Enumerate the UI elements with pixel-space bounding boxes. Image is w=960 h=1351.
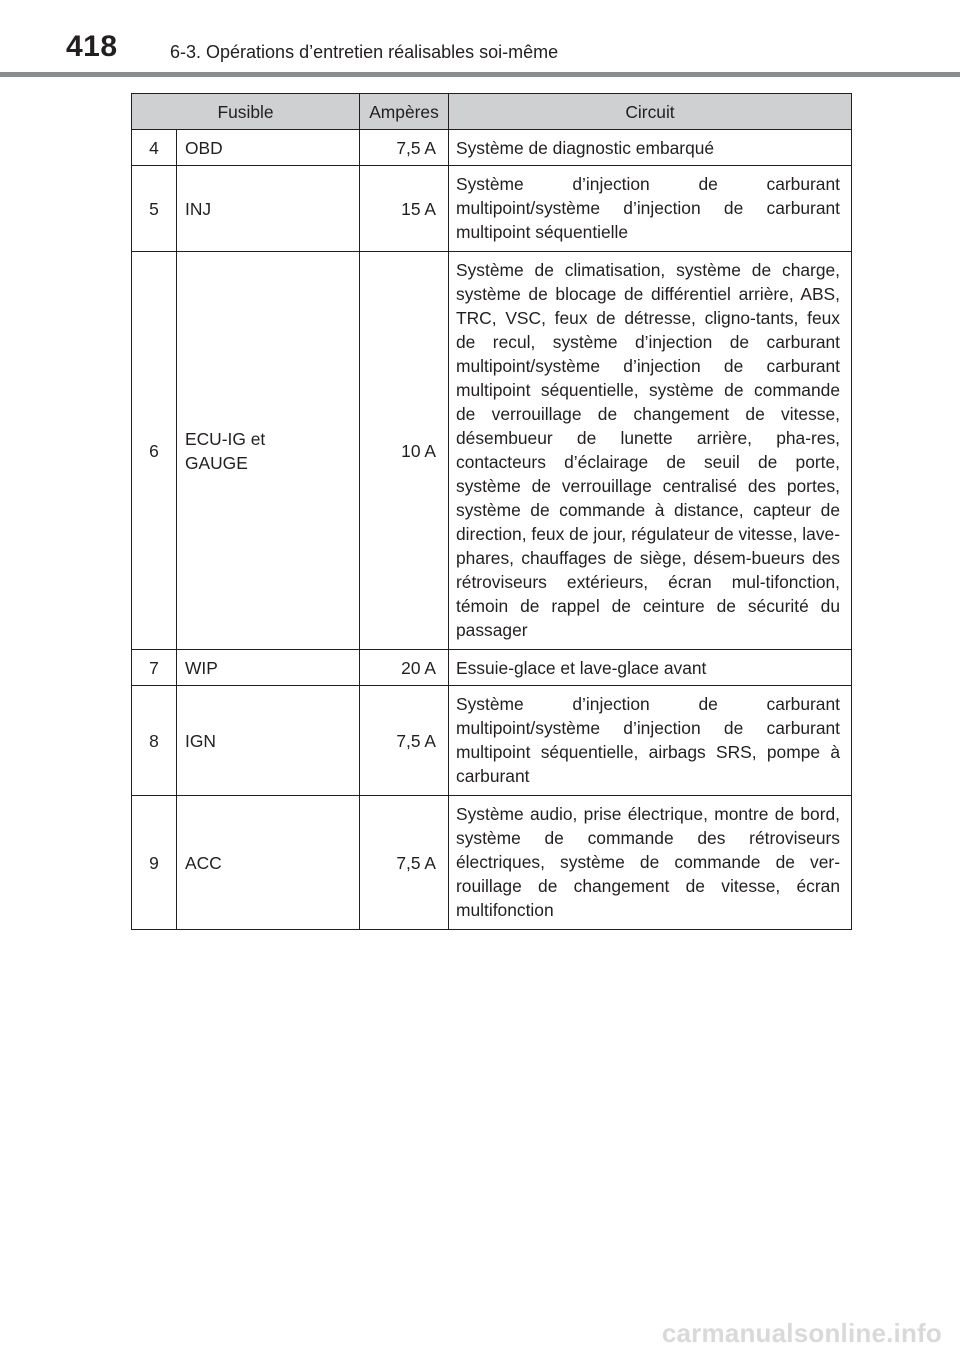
column-header-fuse: Fusible: [132, 94, 360, 130]
fuse-name: WIP: [177, 650, 360, 686]
fuse-circuit: Système audio, prise électrique, montre de bord, système de commande des rétroviseurs électriques, système de commande de ver-rouillage de changement de vitesse, écran multifonction: [449, 796, 852, 930]
table-header-row: [132, 94, 852, 130]
fuse-amperage: 20 A: [360, 650, 449, 686]
fuse-amperage: 7,5 A: [360, 796, 449, 930]
fuse-number: 4: [132, 130, 177, 166]
section-title: 6-3. Opérations d’entretien réalisables soi-même: [170, 42, 559, 62]
fuse-amperage: 7,5 A: [360, 686, 449, 796]
table-row: [132, 166, 852, 252]
fuse-number: 8: [132, 686, 177, 796]
fuse-name: OBD: [177, 130, 360, 166]
fuse-circuit: Système d’injection de carburant multipoint/système d’injection de carburant multipoint séquentielle: [449, 166, 852, 252]
fuse-number: 7: [132, 650, 177, 686]
fuse-name: IGN: [177, 686, 360, 796]
fuse-circuit: Essuie-glace et lave-glace avant: [449, 650, 852, 686]
fuse-amperage: 7,5 A: [360, 130, 449, 166]
header-divider: [0, 72, 960, 77]
column-header-amps: Ampères: [360, 94, 449, 130]
fuse-table: [131, 93, 852, 930]
fuse-circuit: Système de climatisation, système de charge, système de blocage de différentiel arrière, ABS, TRC, VSC, feux de détresse, cligno-tants, feux de recul, système d’injection de carburant multipoint/système d’injection de carburant multipoint séquentielle, système de commande de verrouillage de changement de vitesse, désembueur de lunette arrière, pha-res, contacteurs d’éclairage de seuil de porte, système de verrouillage centralisé des portes, système de commande à distance, capteur de direction, feux de jour, régulateur de vitesse, lave-phares, chauffages de siège, désem-bueurs des rétroviseurs extérieurs, écran mul-tifonction, témoin de rappel de ceinture de sécurité du passager: [449, 252, 852, 650]
watermark: carmanualsonline.info: [661, 1318, 942, 1348]
page-number: 418: [66, 30, 118, 63]
fuse-number: 5: [132, 166, 177, 252]
fuse-name: ACC: [177, 796, 360, 930]
table-row: [132, 796, 852, 930]
table-row: [132, 650, 852, 686]
fuse-name: INJ: [177, 166, 360, 252]
fuse-name: ECU-IG et GAUGE: [177, 252, 360, 650]
fuse-amperage: 10 A: [360, 252, 449, 650]
fuse-number: 9: [132, 796, 177, 930]
fuse-amperage: 15 A: [360, 166, 449, 252]
table-row: [132, 686, 852, 796]
column-header-circuit: Circuit: [449, 94, 852, 130]
fuse-number: 6: [132, 252, 177, 650]
table-row: [132, 252, 852, 650]
fuse-circuit: Système d’injection de carburant multipoint/système d’injection de carburant multipoint séquentielle, airbags SRS, pompe à carburant: [449, 686, 852, 796]
table-row: [132, 130, 852, 166]
fuse-circuit: Système de diagnostic embarqué: [449, 130, 852, 166]
